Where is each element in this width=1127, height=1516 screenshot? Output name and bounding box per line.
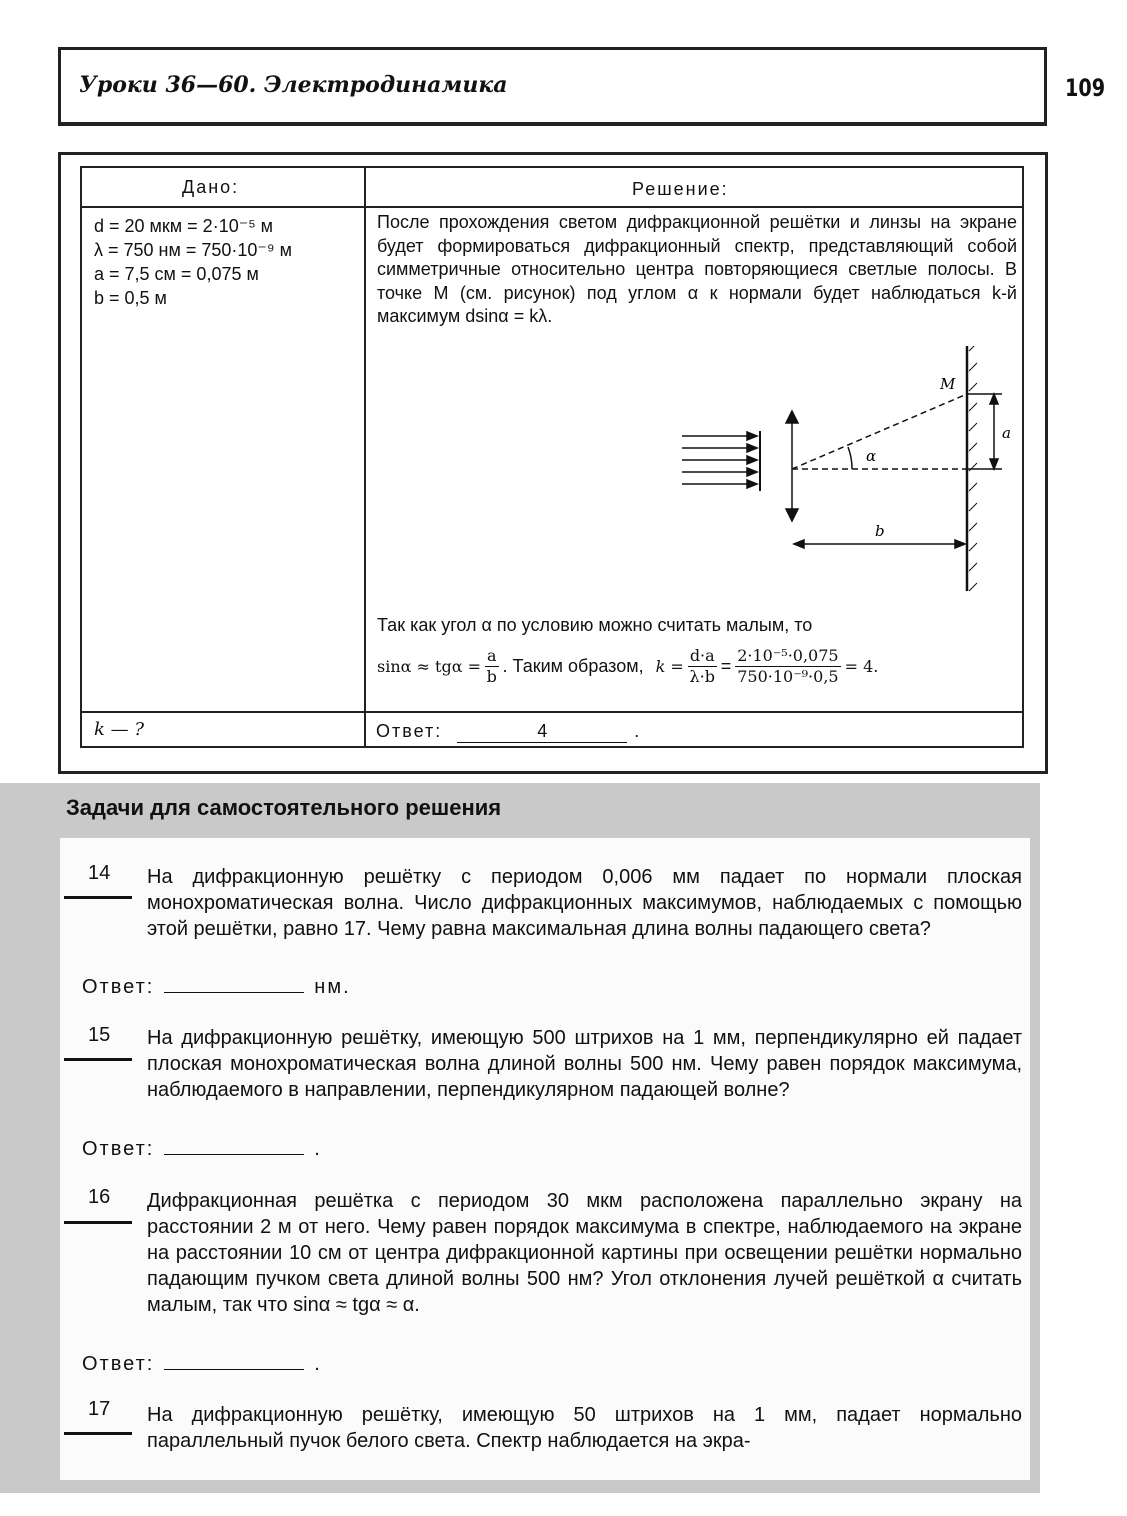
problem-text: На дифракционную решётку с периодом 0,006 мм падает по нормали плоская монохроматическая волна. Число дифракционных максимумов, наблюдаемых с помощью этой решётки, равно 17. Чему равна максимальная длина волны падающего света? — [147, 866, 1022, 940]
given-list — [94, 214, 292, 310]
given-header: Дано: — [182, 177, 240, 197]
page-number: 109 — [1065, 74, 1106, 102]
answer-row: Ответ: нм. — [82, 976, 351, 998]
diffraction-diagram — [682, 346, 1022, 596]
answer-value: 4 — [457, 721, 627, 743]
given-item: λ = 750 нм = 750·10⁻⁹ м — [94, 240, 293, 260]
label-alpha: α — [866, 447, 877, 465]
formula-part: . Таким образом, — [502, 656, 644, 676]
label-M: M — [940, 375, 956, 393]
label-a: a — [1002, 424, 1011, 442]
given-item: b = 0,5 м — [94, 288, 167, 308]
problem-number: 16 — [88, 1186, 111, 1208]
label-b: b — [875, 522, 885, 540]
problem-text: На дифракционную решётку, имеющую 50 штрихов на 1 мм, падает нормально параллельный пучок белого света. Спектр наблюдается на экра- — [147, 1404, 1022, 1452]
answer-label: Ответ: — [376, 721, 443, 741]
solution-table — [80, 166, 1024, 748]
formula-part: = 4. — [844, 657, 879, 676]
problem-number: 14 — [88, 862, 111, 884]
fraction: $\frac{d\cdot a}{\lambda\cdot b}$ — [689, 646, 715, 686]
problem-number: 17 — [88, 1398, 111, 1420]
fraction: $\frac{\text{2·10⁻⁵·0,075}}{\text{750·10⁻⁹·0,5}}$ — [737, 646, 839, 686]
problem-number: 15 — [88, 1024, 111, 1046]
problem-text: На дифракционную решётку, имеющую 500 штрихов на 1 мм, перпендикулярно ей падает плоская монохроматическая волна длиной волны 500 нм. Чему равен порядок максимума, наблюдаемого в направлении, перпендикулярном падающей волне? — [147, 1027, 1022, 1101]
answer-row — [376, 721, 641, 743]
answer-row: Ответ: . — [82, 1353, 322, 1375]
answer-row: Ответ: . — [82, 1138, 322, 1160]
given-item: a = 7,5 см = 0,075 м — [94, 264, 259, 284]
solution-text: После прохождения светом дифракционной решётки и линзы на экране будет формироваться дифракционный спектр, представляющий собой симметричные относительно центра повторяющиеся светлые полосы. В точке M (см. рисунок) под углом α к нормали будет наблюдаться k-й максимум dsinα = kλ. — [377, 212, 1017, 326]
find-value: k — ? — [94, 719, 145, 740]
answer-field[interactable] — [164, 974, 304, 993]
chapter-header — [58, 47, 1047, 126]
section-title: Задачи для самостоятельного решения — [66, 795, 502, 820]
answer-field[interactable] — [164, 1136, 304, 1155]
solution-text-2: Так как угол α по условию можно считать малым, то — [377, 615, 813, 635]
fraction: $\frac{a}{b}$ — [486, 646, 497, 686]
solution-header: Решение: — [632, 179, 729, 199]
chapter-title: Уроки 36—60. Электродинамика — [79, 72, 508, 98]
answer-end: . — [634, 721, 642, 741]
given-item: d = 20 мкм = 2·10⁻⁵ м — [94, 216, 274, 236]
formula: sinα ≈ tgα = $\frac{a}{b}$ . Таким образом, k = $\frac{d\cdot a}{\lambda\cdot b}$ = $\frac{\text{2·10⁻⁵·0,075}}{\text{750·10⁻⁹·0,5}}$ = 4. — [377, 646, 879, 686]
formula-part: sinα ≈ tgα = — [377, 657, 481, 676]
formula-part: k = — [655, 657, 684, 676]
answer-field[interactable] — [164, 1351, 304, 1370]
problem-text: Дифракционная решётка с периодом 30 мкм расположена параллельно экрану на расстоянии 2 м от него. Чему равен порядок максимума в спектре, наблюдаемого на экране на расстоянии 10 см от центра дифракционной картины при освещении решётки нормально падающим пучком света длиной волны 500 нм? Угол отклонения лучей решёткой α считать малым, так что sinα ≈ tgα ≈ α. — [147, 1190, 1022, 1316]
